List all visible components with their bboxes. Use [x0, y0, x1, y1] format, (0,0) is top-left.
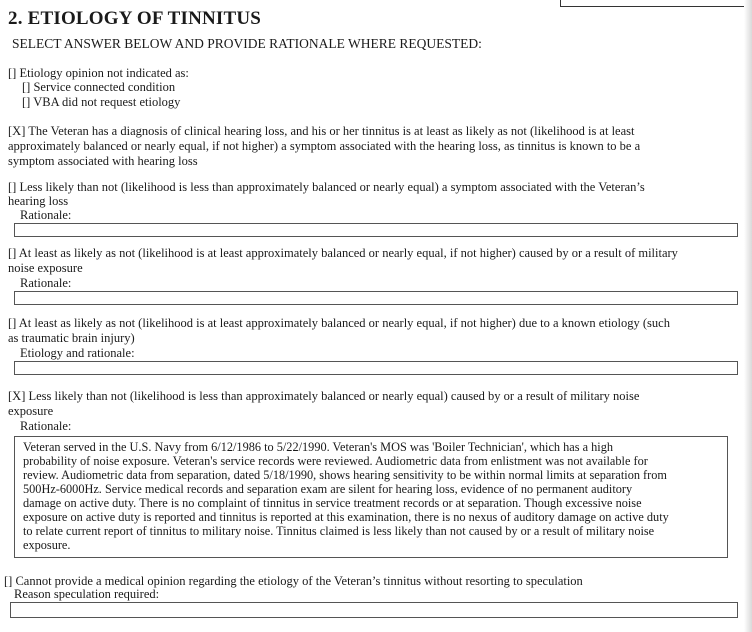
option-less-likely-military-noise-line1[interactable]: [X] Less likely than not (likelihood is less than approximately balanced or nearly equal) caused by or a result of military noise [8, 389, 640, 403]
option-less-likely-military-noise-line2: exposure [8, 404, 54, 418]
option-symptom-hearing-loss-line2: approximately balanced or nearly equal, if not higher) a symptom associated with the hearing loss, as tinnitus is known to be a [8, 139, 641, 153]
rationale-line: Veteran served in the U.S. Navy from 6/12/1986 to 5/22/1990. Veteran's MOS was 'Boiler Technician', which has a high [23, 440, 614, 454]
option-known-etiology-line1[interactable]: [] At least as likely as not (likelihood is at least approximately balanced or nearly equal, if not higher) due to a known etiology (such [8, 316, 670, 330]
etiology-rationale-field[interactable] [14, 361, 738, 375]
section-title: 2. ETIOLOGY OF TINNITUS [8, 8, 262, 29]
page-edge-shadow [744, 0, 752, 632]
section-instruction: SELECT ANSWER BELOW AND PROVIDE RATIONALE WHERE REQUESTED: [12, 36, 482, 51]
speculation-reason-field[interactable] [10, 602, 738, 618]
option-not-indicated[interactable]: [] Etiology opinion not indicated as: [8, 66, 189, 80]
option-less-likely-symptom-line1[interactable]: [] Less likely than not (likelihood is less than approximately balanced or nearly equal) a symptom associated with the Veteran’s [8, 180, 645, 194]
rationale-label-3: Rationale: [20, 276, 72, 290]
option-likely-military-noise-line1[interactable]: [] At least as likely as not (likelihood is at least approximately balanced or nearly equal, if not higher) caused by or a result of military [8, 246, 678, 260]
rationale-line: to relate current report of tinnitus to military noise. Tinnitus claimed is less likely than not caused by or a result of military noise [23, 524, 655, 538]
rationale-label-5: Rationale: [20, 419, 72, 433]
option-symptom-hearing-loss-line3: symptom associated with hearing loss [8, 154, 198, 168]
speculation-reason-label: Reason speculation required: [14, 587, 160, 601]
rationale-field-2[interactable] [14, 223, 738, 237]
option-known-etiology-line2: as traumatic brain injury) [8, 331, 135, 345]
option-less-likely-symptom-line2: hearing loss [8, 194, 69, 208]
option-service-connected[interactable]: [] Service connected condition [22, 80, 176, 94]
rationale-line: review. Audiometric data from separation, dated 5/18/1990, shows hearing sensitivity to be within normal limits at separation from [23, 468, 667, 482]
etiology-rationale-label: Etiology and rationale: [20, 346, 135, 360]
rationale-label-2: Rationale: [20, 208, 72, 222]
option-vba-not-requested[interactable]: [] VBA did not request etiology [22, 95, 181, 109]
option-cannot-provide-opinion[interactable]: [] Cannot provide a medical opinion regarding the etiology of the Veteran’s tinnitus without resorting to speculation [4, 574, 583, 588]
rationale-field-3[interactable] [14, 291, 738, 305]
rationale-line: damage on active duty. There is no complaint of tinnitus in service treatment records or at separation. Though excessive noise [23, 496, 642, 510]
previous-field-box [560, 0, 748, 7]
rationale-line: exposure on active duty is reported and tinnitus is reported at this examination, there is no nexus of auditory damage on active duty [23, 510, 669, 524]
rationale-field-5[interactable] [14, 436, 728, 558]
rationale-line: 500Hz-6000Hz. Service medical records and separation exam are silent for hearing loss, evidence of no permanent auditory [23, 482, 633, 496]
rationale-line: exposure. [23, 538, 71, 552]
rationale-line: probability of noise exposure. Veteran's service records were reviewed. Audiometric data from enlistment was not available for [23, 454, 648, 468]
option-likely-military-noise-line2: noise exposure [8, 261, 83, 275]
option-symptom-hearing-loss-line1[interactable]: [X] The Veteran has a diagnosis of clinical hearing loss, and his or her tinnitus is at least as likely as not (likelihood is at least [8, 124, 635, 138]
